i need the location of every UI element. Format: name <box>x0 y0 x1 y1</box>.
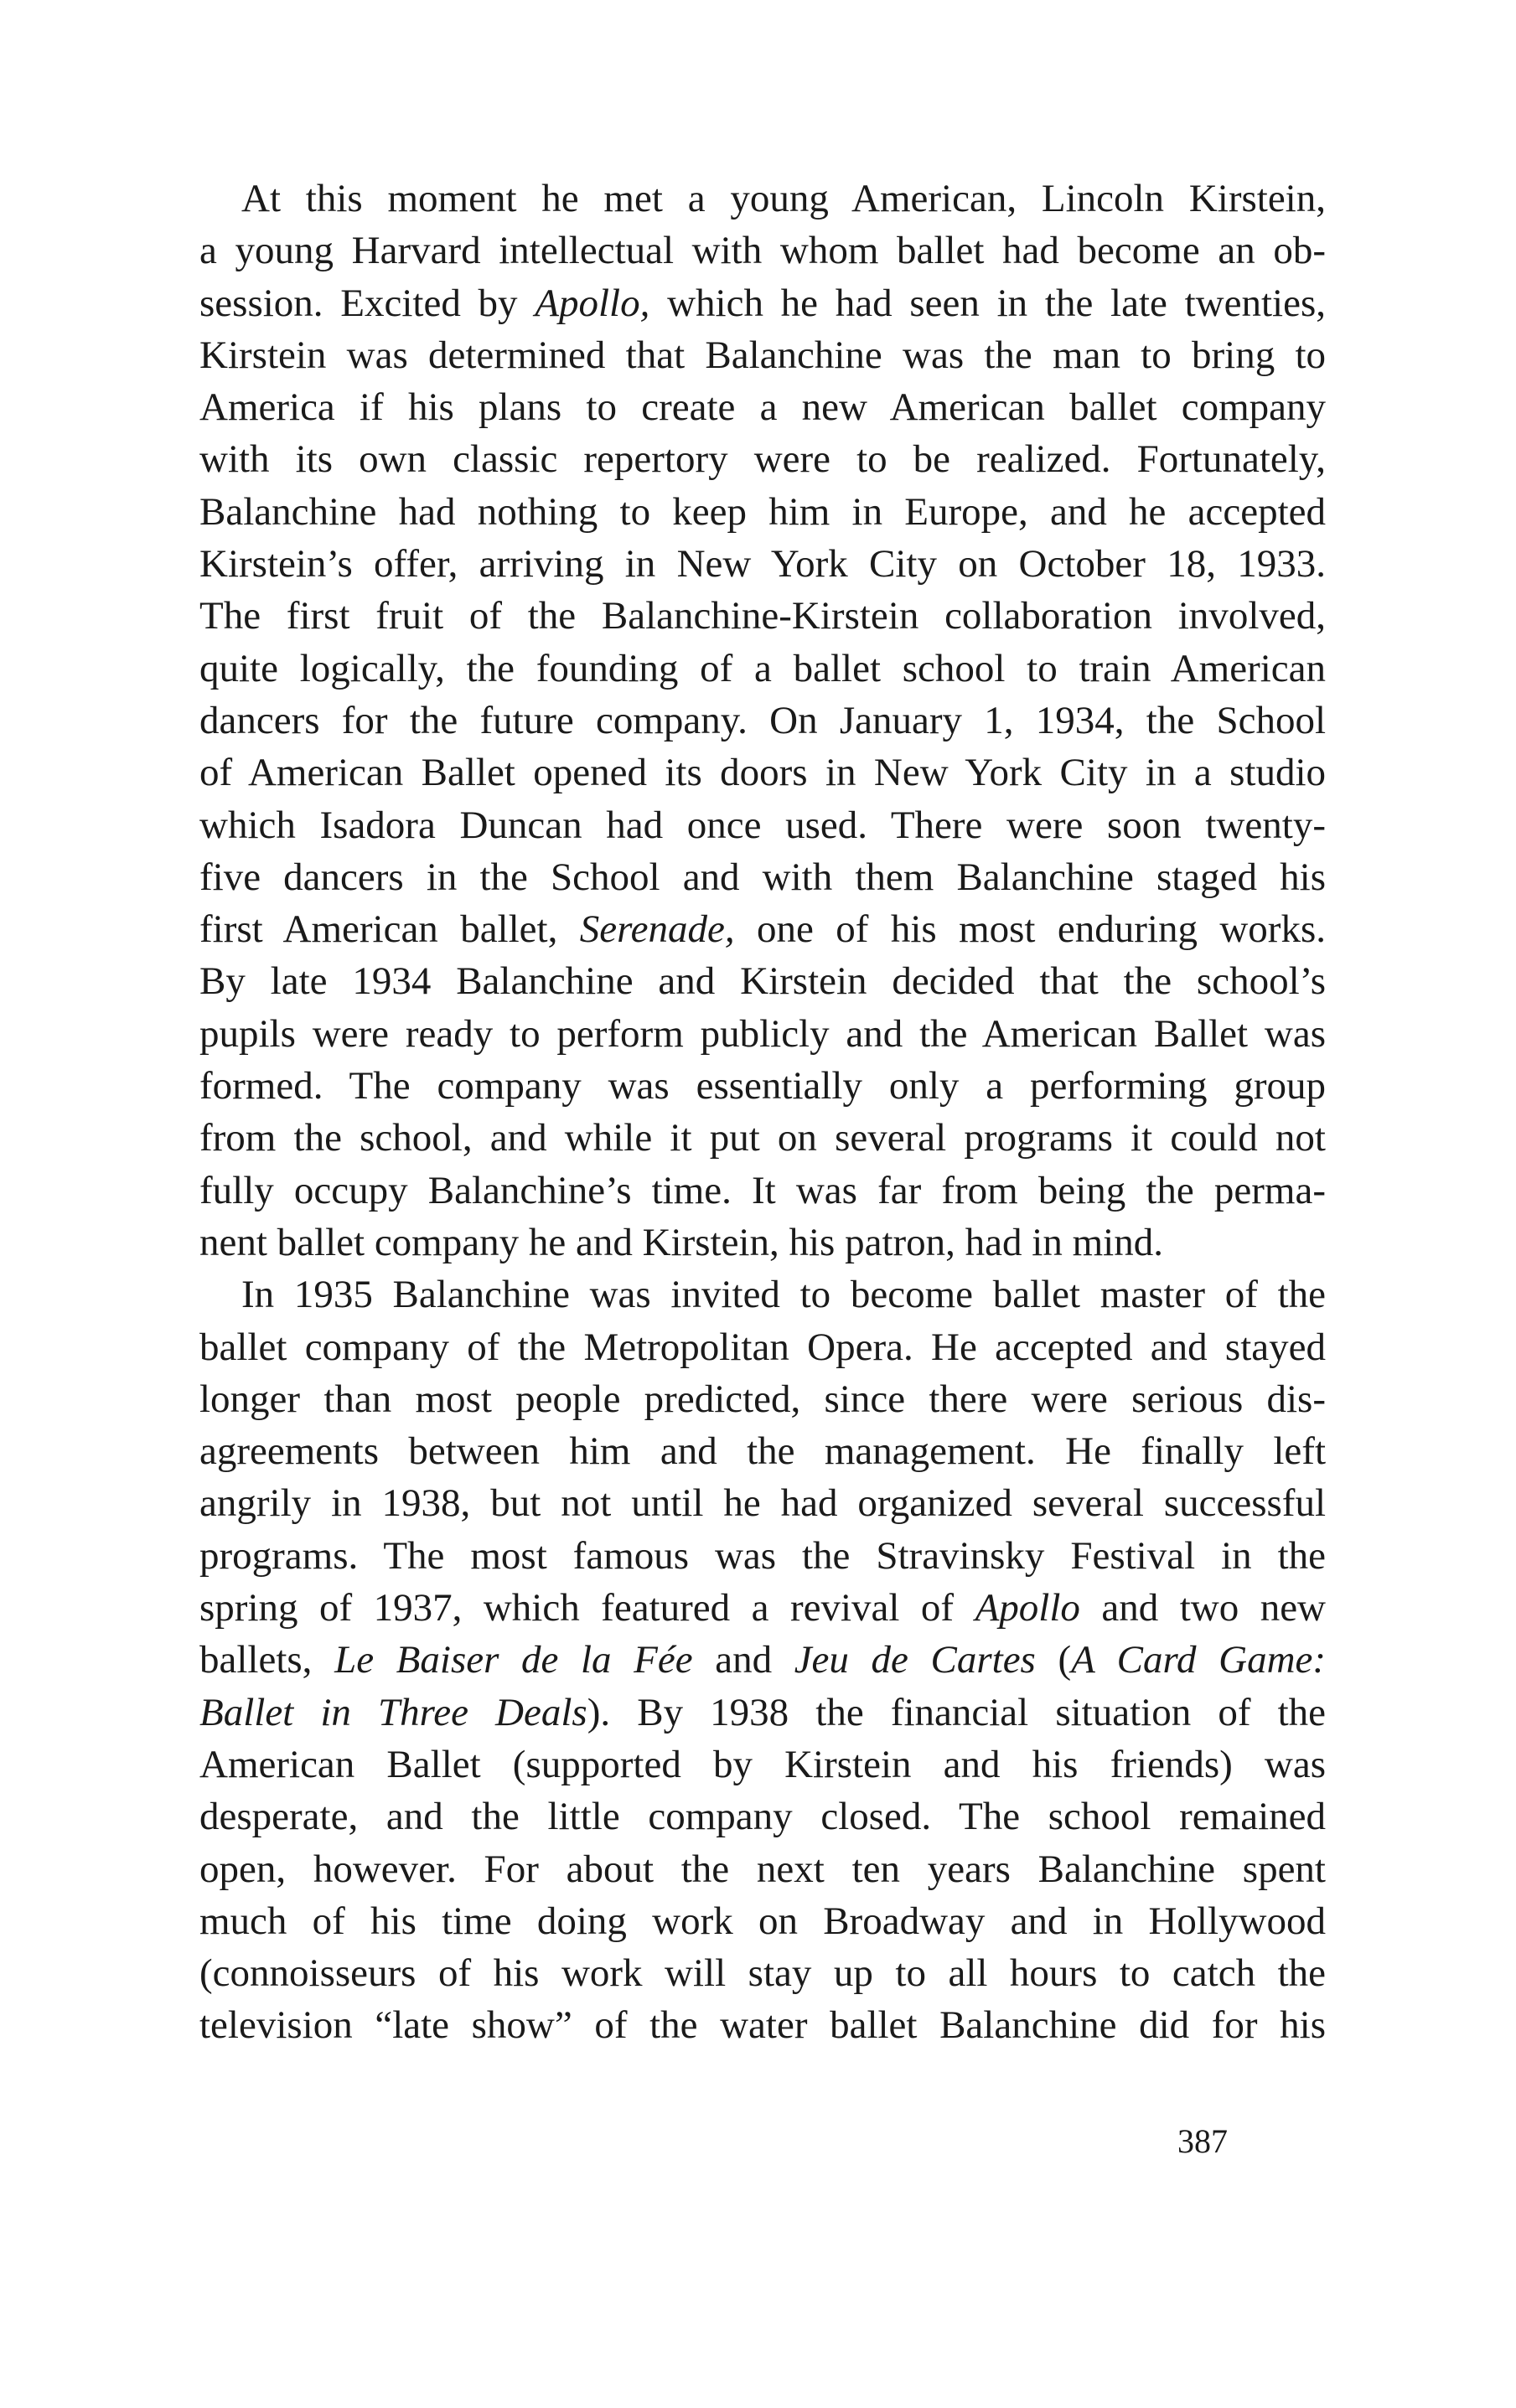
text-run: of American Ballet opened its doors in New York City in a studio <box>199 751 1326 795</box>
text-run: much of his time doing work on Broadway and in Hollywood <box>199 1899 1326 1943</box>
text-line <box>199 277 1326 329</box>
text-run: The first fruit of the Balanchine-Kirstein collaboration involved, <box>199 594 1326 638</box>
text-run: programs. The most famous was the Stravinsky Festival in the <box>199 1533 1326 1578</box>
text-line <box>199 1790 1326 1842</box>
text-run: television “late show” of the water ballet Balanchine did for his <box>199 2003 1326 2048</box>
italic-text: Jeu de Cartes <box>794 1638 1036 1682</box>
text-line <box>199 590 1326 642</box>
text-line <box>199 1477 1326 1529</box>
text-line <box>199 1217 1326 1269</box>
italic-text: A Card Game: <box>1071 1638 1327 1682</box>
text-line <box>199 1687 1326 1739</box>
text-run: ballets, <box>199 1638 335 1682</box>
text-run: one of his most enduring works. <box>734 907 1326 952</box>
text-line <box>199 903 1326 955</box>
italic-text: Apollo, <box>535 281 650 325</box>
text-line <box>199 1373 1326 1425</box>
text-run: Kirstein was determined that Balanchine was the man to bring to <box>199 333 1326 377</box>
text-line <box>199 538 1326 590</box>
text-line <box>199 1895 1326 1947</box>
italic-text: Serenade, <box>579 907 735 952</box>
italic-text: Ballet in Three Deals <box>199 1690 587 1734</box>
text-run: At this moment he met a young American, Lincoln Kirstein, <box>241 177 1326 220</box>
text-run: Kirstein’s offer, arriving in New York City on October 18, 1933. <box>199 542 1326 586</box>
text-line <box>199 433 1326 485</box>
text-line <box>199 486 1326 538</box>
text-line <box>199 329 1326 381</box>
text-line <box>199 1843 1326 1895</box>
text-run: five dancers in the School and with them Balanchine staged his <box>199 855 1326 899</box>
text-run: America if his plans to create a new American ballet company <box>199 385 1326 430</box>
text-run: angrily in 1938, but not until he had organized several successful <box>199 1481 1326 1526</box>
text-line <box>199 381 1326 433</box>
text-line <box>199 695 1326 747</box>
text-line <box>199 1269 1326 1320</box>
text-line <box>199 1634 1326 1686</box>
text-run: quite logically, the founding of a ballet school to train American <box>199 646 1326 690</box>
text-line <box>199 747 1326 798</box>
text-run: Balanchine had nothing to keep him in Europe, and he accepted <box>199 489 1326 534</box>
text-line <box>199 1999 1326 2051</box>
text-line <box>199 643 1326 695</box>
text-line <box>199 1739 1326 1790</box>
text-run: from the school, and while it put on several programs it could not <box>199 1116 1326 1160</box>
text-line <box>199 1947 1326 1999</box>
text-run: session. Excited by <box>199 281 536 325</box>
text-run: which Isadora Duncan had once used. There were soon twenty- <box>199 803 1326 847</box>
text-run: which he had seen in the late twenties, <box>649 281 1326 325</box>
text-run: fully occupy Balanchine’s time. It was far from being the perma- <box>199 1168 1326 1212</box>
text-run: ( <box>1035 1638 1072 1682</box>
text-run: longer than most people predicted, since there were serious dis- <box>199 1377 1326 1421</box>
text-line <box>199 955 1326 1007</box>
text-run: with its own classic repertory were to be realized. Fortunately, <box>199 437 1326 482</box>
text-run: American Ballet (supported by Kirstein and his friends) was <box>199 1742 1326 1786</box>
text-line <box>199 1425 1326 1477</box>
text-run: dancers for the future company. On January 1, 1934, the School <box>199 698 1326 742</box>
text-run: a young Harvard intellectual with whom ballet had become an ob- <box>199 229 1326 273</box>
text-run: agreements between him and the management. He finally left <box>199 1429 1326 1474</box>
text-run: nent ballet company he and Kirstein, his patron, had in mind. <box>199 1220 1163 1264</box>
text-run: (connoisseurs of his work will stay up to all hours to catch the <box>199 1951 1326 1996</box>
text-run: and two new <box>1079 1586 1326 1630</box>
text-line <box>199 1008 1326 1060</box>
text-run: pupils were ready to perform publicly and the American Ballet was <box>199 1011 1326 1056</box>
text-run: By late 1934 Balanchine and Kirstein decided that the school’s <box>199 959 1326 1004</box>
text-run: In 1935 Balanchine was invited to become ballet master of the <box>241 1273 1326 1317</box>
paragraph <box>199 173 1326 1269</box>
text-run: ballet company of the Metropolitan Opera. He accepted and stayed <box>199 1325 1326 1369</box>
body-text <box>199 173 1326 2052</box>
text-line <box>199 851 1326 903</box>
paragraph <box>199 1269 1326 2051</box>
text-line <box>199 1530 1326 1582</box>
italic-text: Le Baiser de la Fée <box>334 1638 693 1682</box>
text-line <box>199 225 1326 276</box>
text-run: ). By 1938 the financial situation of the <box>587 1690 1326 1734</box>
text-line <box>199 1321 1326 1373</box>
text-line <box>199 1112 1326 1164</box>
text-run: first American ballet, <box>199 907 580 952</box>
text-line <box>199 1165 1326 1217</box>
text-line <box>199 799 1326 851</box>
text-run: desperate, and the little company closed. The school remained <box>199 1795 1326 1839</box>
italic-text: Apollo <box>975 1586 1080 1630</box>
page-number: 387 <box>1177 2122 1228 2160</box>
text-run: open, however. For about the next ten years Balanchine spent <box>199 1847 1326 1891</box>
text-line <box>199 173 1326 225</box>
text-line <box>199 1582 1326 1634</box>
text-run: and <box>692 1638 794 1682</box>
text-run: spring of 1937, which featured a revival of <box>199 1586 975 1630</box>
text-run: formed. The company was essentially only a performing group <box>199 1064 1326 1108</box>
text-line <box>199 1060 1326 1112</box>
